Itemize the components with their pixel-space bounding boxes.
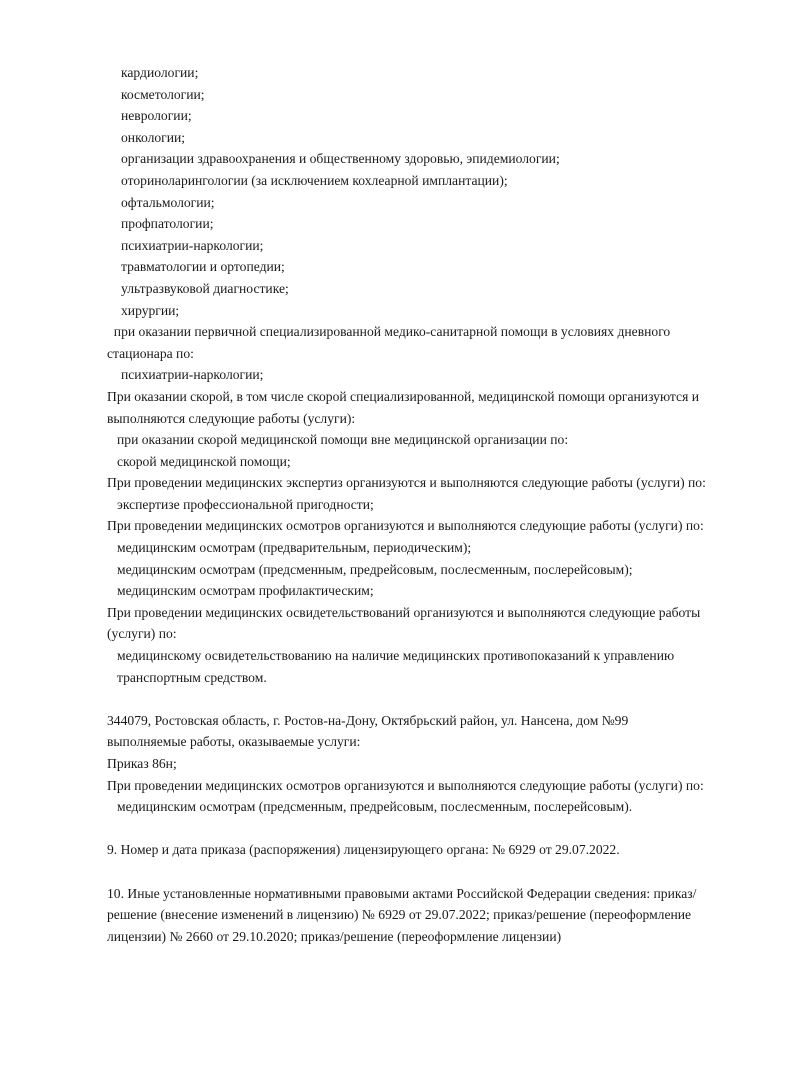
- document-line: офтальмологии;: [121, 194, 215, 210]
- document-line: неврологии;: [121, 108, 192, 124]
- document-line: медицинским осмотрам (предсменным, предрейсовым, послесменным, послерейсовым).: [117, 799, 633, 815]
- document-paragraph: При проведении медицинских освидетельствований организуются и выполняются следующие работы (услуги) по:: [107, 604, 704, 642]
- paragraph-spacer: [107, 688, 734, 710]
- document-line: при оказании скорой медицинской помощи вне медицинской организации по:: [117, 432, 569, 448]
- document-paragraph: медицинскому освидетельствованию на наличие медицинских противопоказаний к управлению транспортным средством.: [117, 648, 678, 685]
- document-paragraph: При оказании скорой, в том числе скорой специализированной, медицинской помощи организуются и выполняются следующие работы (услуги):: [107, 388, 703, 426]
- document-line: профпатологии;: [121, 216, 214, 232]
- document-paragraph: При проведении медицинских осмотров организуются и выполняются следующие работы (услуги) по:: [107, 777, 704, 793]
- document-line: скорой медицинской помощи;: [117, 453, 291, 469]
- document-paragraph: При проведении медицинских осмотров организуются и выполняются следующие работы (услуги) по:: [107, 518, 704, 534]
- document-line: ультразвуковой диагностике;: [121, 280, 289, 296]
- document-line: травматологии и ортопедии;: [121, 259, 285, 275]
- document-line: кардиологии;: [121, 65, 199, 80]
- document-line: 344079, Ростовская область, г. Ростов-на-Дону, Октябрьский район, ул. Нансена, дом №99: [107, 712, 629, 728]
- document-line: медицинским осмотрам (предварительным, периодическим);: [117, 540, 472, 556]
- document-line: психиатрии-наркологии;: [121, 237, 264, 253]
- document-paragraph: при оказании первичной специализированной медико-санитарной помощи в условиях дневного стационара по:: [107, 324, 674, 361]
- document-line: экспертизе профессиональной пригодности;: [117, 496, 374, 512]
- document-line: косметологии;: [121, 86, 205, 102]
- document-line: психиатрии-наркологии;: [121, 367, 264, 383]
- document-line: выполняемые работы, оказываемые услуги:: [107, 734, 361, 750]
- document-line: хирургии;: [121, 302, 180, 318]
- document-line: медицинским осмотрам профилактическим;: [117, 583, 374, 599]
- document-body: [107, 62, 734, 947]
- document-line: организации здравоохранения и общественному здоровью, эпидемиологии;: [121, 151, 560, 167]
- paragraph-spacer: [107, 861, 734, 883]
- paragraph-spacer: [107, 818, 734, 840]
- document-line: 9. Номер и дата приказа (распоряжения) лицензирующего органа: № 6929 от 29.07.2022.: [107, 842, 620, 858]
- document-line: Приказ 86н;: [107, 756, 177, 771]
- document-paragraph: 10. Иные установленные нормативными правовыми актами Российской Федерации сведения: приказ/решение (внесение изменений в лицензию) № 6929 от 29.07.2022; приказ/решение (переоформление лицензии) № 2660 от 29.10.2020; приказ/решение (переоформление лицензии): [107, 885, 697, 944]
- document-paragraph: При проведении медицинских экспертиз организуются и выполняются следующие работы (услуги) по:: [107, 475, 706, 491]
- document-line: онкологии;: [121, 129, 186, 145]
- document-line: оториноларингологии (за исключением кохлеарной имплантации);: [121, 172, 508, 188]
- document-line: медицинским осмотрам (предсменным, предрейсовым, послесменным, послерейсовым);: [117, 561, 633, 577]
